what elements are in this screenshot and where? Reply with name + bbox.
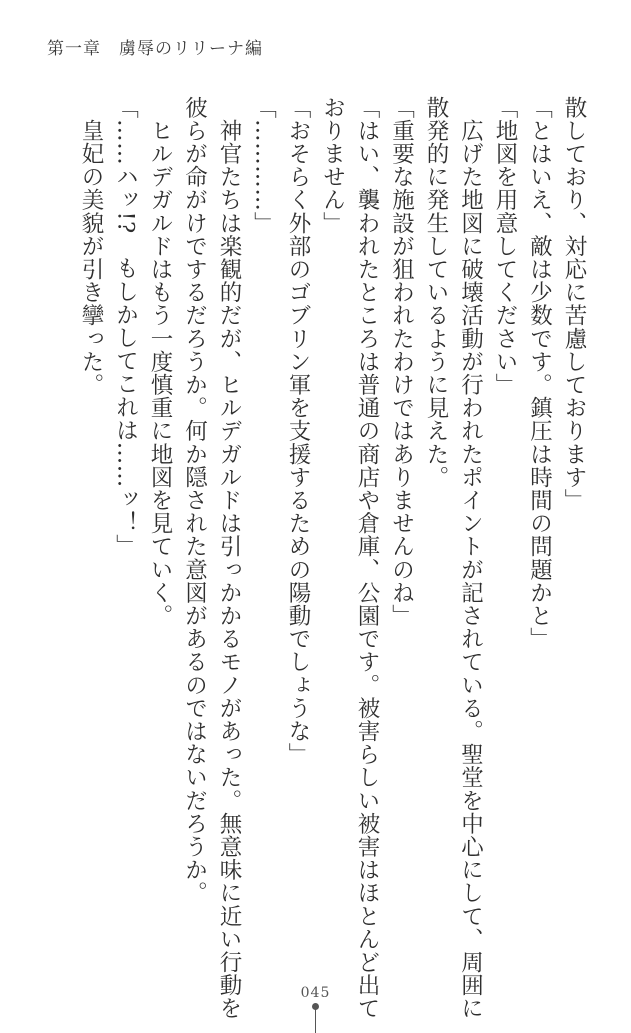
text-line: 「…………」 (250, 96, 277, 235)
page-marker-rule (315, 1006, 316, 1033)
text-line: 散しており、対応に苦慮しております」 (561, 96, 587, 512)
page-number: 045 (300, 985, 331, 1001)
text-line: 皇妃の美貌が引き攣った。 (78, 96, 104, 397)
text-line: 「……ハッ!? もしかしてこれは……ッ！」 (112, 96, 139, 558)
running-header-title: 第一章 虜辱のリリーナ編 (47, 39, 263, 59)
text-line: 「とはいえ、敵は少数です。鎮圧は時間の問題かと」 (526, 96, 553, 651)
text-line: 「はい、襲われたところは普通の商店や倉庫、公園です。被害らしい被害はほとんど出て (354, 96, 380, 1020)
text-line: 彼らが命がけでするだろうか。何か隠された意図があるのではないだろうか。 (181, 96, 208, 905)
text-line: 広げた地図に破壊活動が行われたポイントが記されている。聖堂を中心にして、周囲に (457, 96, 484, 1020)
text-line: ヒルデガルドはもう一度慎重に地図を見ていく。 (147, 96, 173, 628)
text-line: 「おそらく外部のゴブリン軍を支援するための陽動でしょうな」 (285, 96, 311, 766)
text-line: 「地図を用意してください」 (492, 96, 518, 397)
text-line: 「重要な施設が狙われたわけではありませんのね」 (388, 96, 415, 628)
text-line: 神官たちは楽観的だが、ヒルデガルドは引っかかるモノがあった。無意味に近い行動を (216, 96, 242, 1020)
text-line: 散発的に発生しているように見えた。 (423, 96, 449, 489)
text-line: おりません」 (319, 96, 346, 235)
